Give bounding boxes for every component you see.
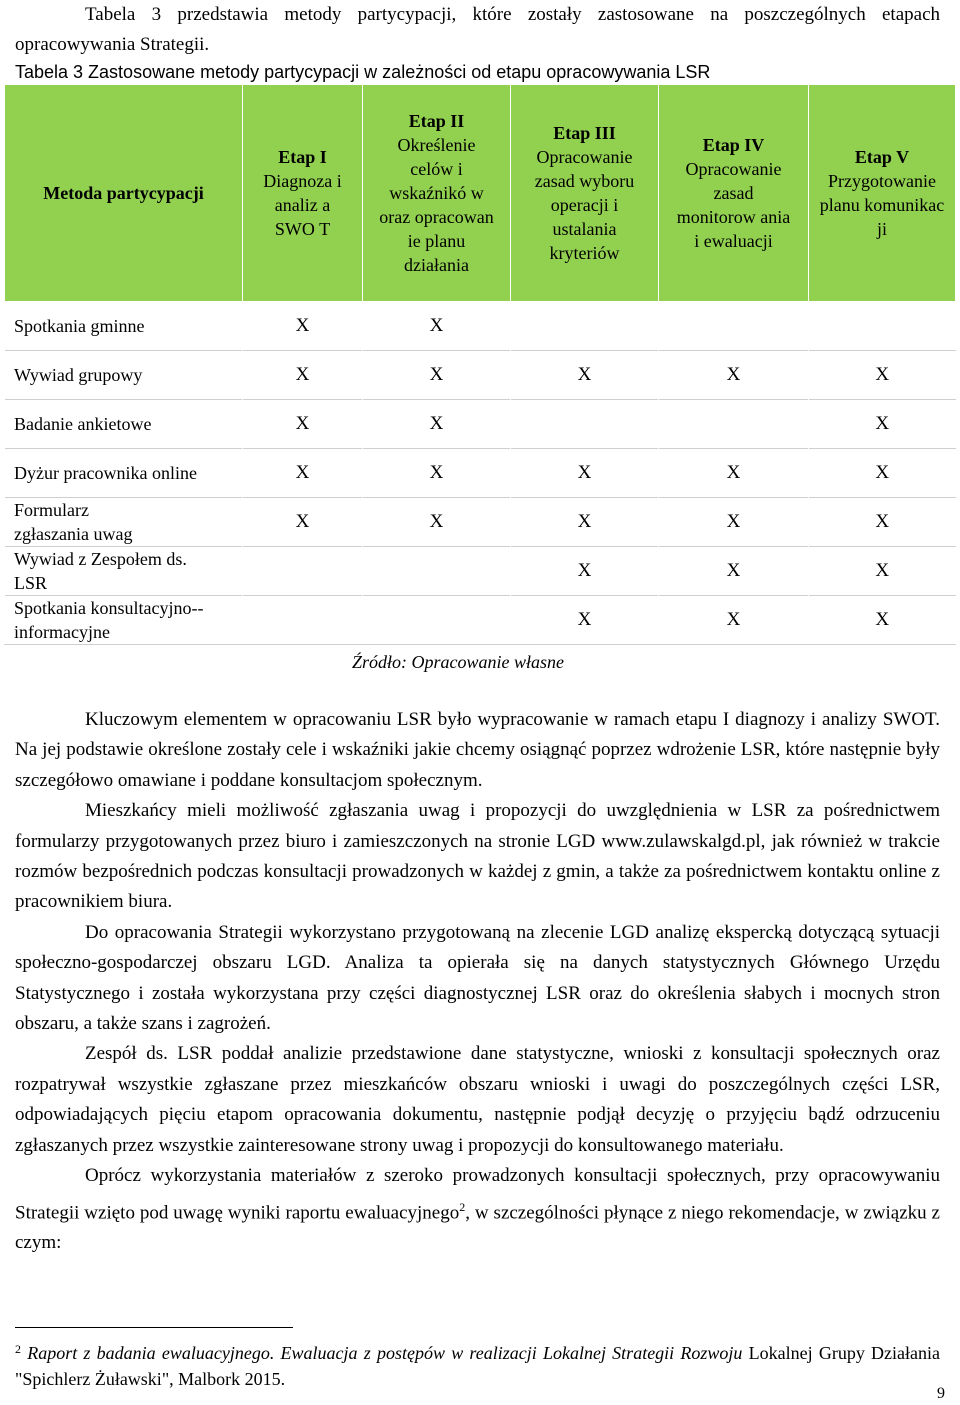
method-cell: Wywiad z Zespołem ds. LSR	[5, 547, 243, 596]
mark-cell	[243, 596, 363, 645]
stage-header: Etap IV Opracowanie zasad monitorow ania i ewaluacji	[659, 85, 809, 302]
paragraph-text: Oprócz wykorzystania materiałów z szeroko prowadzonych konsultacji społecznych, przy opracowywaniu Strategii wzięto pod uwagę wyniki raportu ewaluacyjnego	[15, 1165, 940, 1223]
mark-cell: X	[809, 400, 956, 449]
footnote-title: Raport z badania ewaluacyjnego. Ewaluacja z postępów w realizacji Lokalnej Strategii Rozwoju	[21, 1343, 743, 1363]
stage-header: Etap II Określenie celów i wskaźnikó w oraz opracowan ie planu działania	[363, 85, 511, 302]
method-cell: Formularz zgłaszania uwag	[5, 498, 243, 547]
paragraph: Do opracowania Strategii wykorzystano przygotowaną na zlecenie LGD analizę ekspercką dotyczącą sytuacji społeczno-gospodarczej obszaru LGD. Analiza ta opierała się na danych statystycznych Głównego Urzędu Statystycznego i została wykorzystana przy części diagnostycznej LSR oraz do określenia słabych i mocnych stron obszaru, a także szans i zagrożeń.	[15, 921, 940, 1035]
mark-cell: X	[659, 351, 809, 400]
stage-header: Etap III Opracowanie zasad wyboru operacji i ustalania kryteriów	[511, 85, 659, 302]
paragraph	[15, 1161, 940, 1259]
mark-cell	[363, 547, 511, 596]
paragraph: Mieszkańcy mieli możliwość zgłaszania uwag i propozycji do uwzględnienia w LSR za pośrednictwem formularzy przygotowanych przez biuro i zamieszczonych na stronie LGD www.zulawskalgd.pl, jak również w trakcie rozmów bezpośrednich podczas konsultacji prowadzonych w każdej z gmin, a także za pośrednictwem kontaktu online z pracownikiem biura.	[15, 800, 940, 913]
method-cell: Spotkania konsultacyjno--informacyjne	[5, 596, 243, 645]
table-header-row	[5, 85, 956, 302]
paragraph: Zespół ds. LSR poddał analizie przedstawione dane statystyczne, wnioski z konsultacji społecznych oraz rozpatrywał wszystkie zgłaszane przez mieszkańców obszaru wnioski i uwagi do poszczególnych części LSR, odpowiadających pięciu etapom opracowania dokumentu, następnie podjął decyzję o przyjęciu bądź odrzuceniu zgłaszanych przez wszystkie zainteresowane strony uwag i propozycji do konsultowanego materiału.	[15, 1043, 940, 1156]
mark-cell: X	[363, 302, 511, 351]
mark-cell: X	[363, 400, 511, 449]
body-text	[15, 705, 940, 1259]
method-cell: Wywiad grupowy	[5, 351, 243, 400]
table-source: Źródło: Opracowanie własne	[352, 652, 565, 672]
table-row	[5, 449, 956, 498]
mark-cell: X	[243, 400, 363, 449]
table-row	[5, 498, 956, 547]
page-number: 9	[937, 1385, 945, 1402]
methods-table	[4, 84, 956, 645]
footnote-tail: , Malbork 2015.	[169, 1369, 286, 1389]
mark-cell	[809, 302, 956, 351]
table-row	[5, 547, 956, 596]
mark-cell	[511, 400, 659, 449]
mark-cell	[363, 596, 511, 645]
mark-cell: X	[809, 547, 956, 596]
mark-cell: X	[659, 596, 809, 645]
mark-cell: X	[243, 302, 363, 351]
mark-cell	[659, 400, 809, 449]
method-cell: Badanie ankietowe	[5, 400, 243, 449]
paragraph: Kluczowym elementem w opracowaniu LSR było wypracowanie w ramach etapu I diagnozy i analizy SWOT. Na jej podstawie określone zostały cele i wskaźniki jakie chcemy osiągnąć poprzez wdrożenie LSR, które następnie były szczegółowo omawiane i poddane konsultacjom społecznym.	[15, 709, 940, 791]
table-row	[5, 351, 956, 400]
mark-cell	[243, 547, 363, 596]
mark-cell: X	[243, 449, 363, 498]
table-caption: Tabela 3 Zastosowane metody partycypacji w zależności od etapu opracowywania LSR	[15, 62, 711, 82]
method-header: Metoda partycypacji	[5, 85, 243, 302]
mark-cell: X	[659, 498, 809, 547]
mark-cell: X	[511, 596, 659, 645]
method-cell: Spotkania gminne	[5, 302, 243, 351]
mark-cell: X	[511, 498, 659, 547]
mark-cell	[659, 302, 809, 351]
stage-header: Etap V Przygotowanie planu komunikac ji	[809, 85, 956, 302]
mark-cell: X	[511, 351, 659, 400]
mark-cell: X	[243, 498, 363, 547]
footnote-publisher: Lokalnej Grupy Działania "Spichlerz Żuławski"	[15, 1343, 941, 1389]
mark-cell	[511, 302, 659, 351]
mark-cell: X	[511, 449, 659, 498]
mark-cell: X	[809, 449, 956, 498]
stage-header: Etap I Diagnoza i analiz a SWO T	[243, 85, 363, 302]
mark-cell: X	[363, 498, 511, 547]
intro-paragraph: Tabela 3 przedstawia metody partycypacji, które zostały zastosowane na poszczególnych etapach opracowywania Strategii.	[15, 4, 940, 55]
footnote	[15, 1336, 940, 1392]
table-row	[5, 400, 956, 449]
table-row	[5, 596, 956, 645]
paragraph-text: , w szczególności płynące z niego rekomendacje, w związku z czym:	[15, 1201, 940, 1254]
method-cell: Dyżur pracownika online	[5, 449, 243, 498]
footnote-number: 2	[15, 1342, 21, 1356]
mark-cell: X	[363, 351, 511, 400]
mark-cell: X	[511, 547, 659, 596]
mark-cell: X	[659, 449, 809, 498]
mark-cell: X	[363, 449, 511, 498]
table-row	[5, 302, 956, 351]
footnote-reference: 2	[459, 1199, 466, 1214]
mark-cell: X	[243, 351, 363, 400]
footnote-separator	[15, 1327, 293, 1328]
mark-cell: X	[809, 498, 956, 547]
mark-cell: X	[659, 547, 809, 596]
mark-cell: X	[809, 351, 956, 400]
mark-cell: X	[809, 596, 956, 645]
